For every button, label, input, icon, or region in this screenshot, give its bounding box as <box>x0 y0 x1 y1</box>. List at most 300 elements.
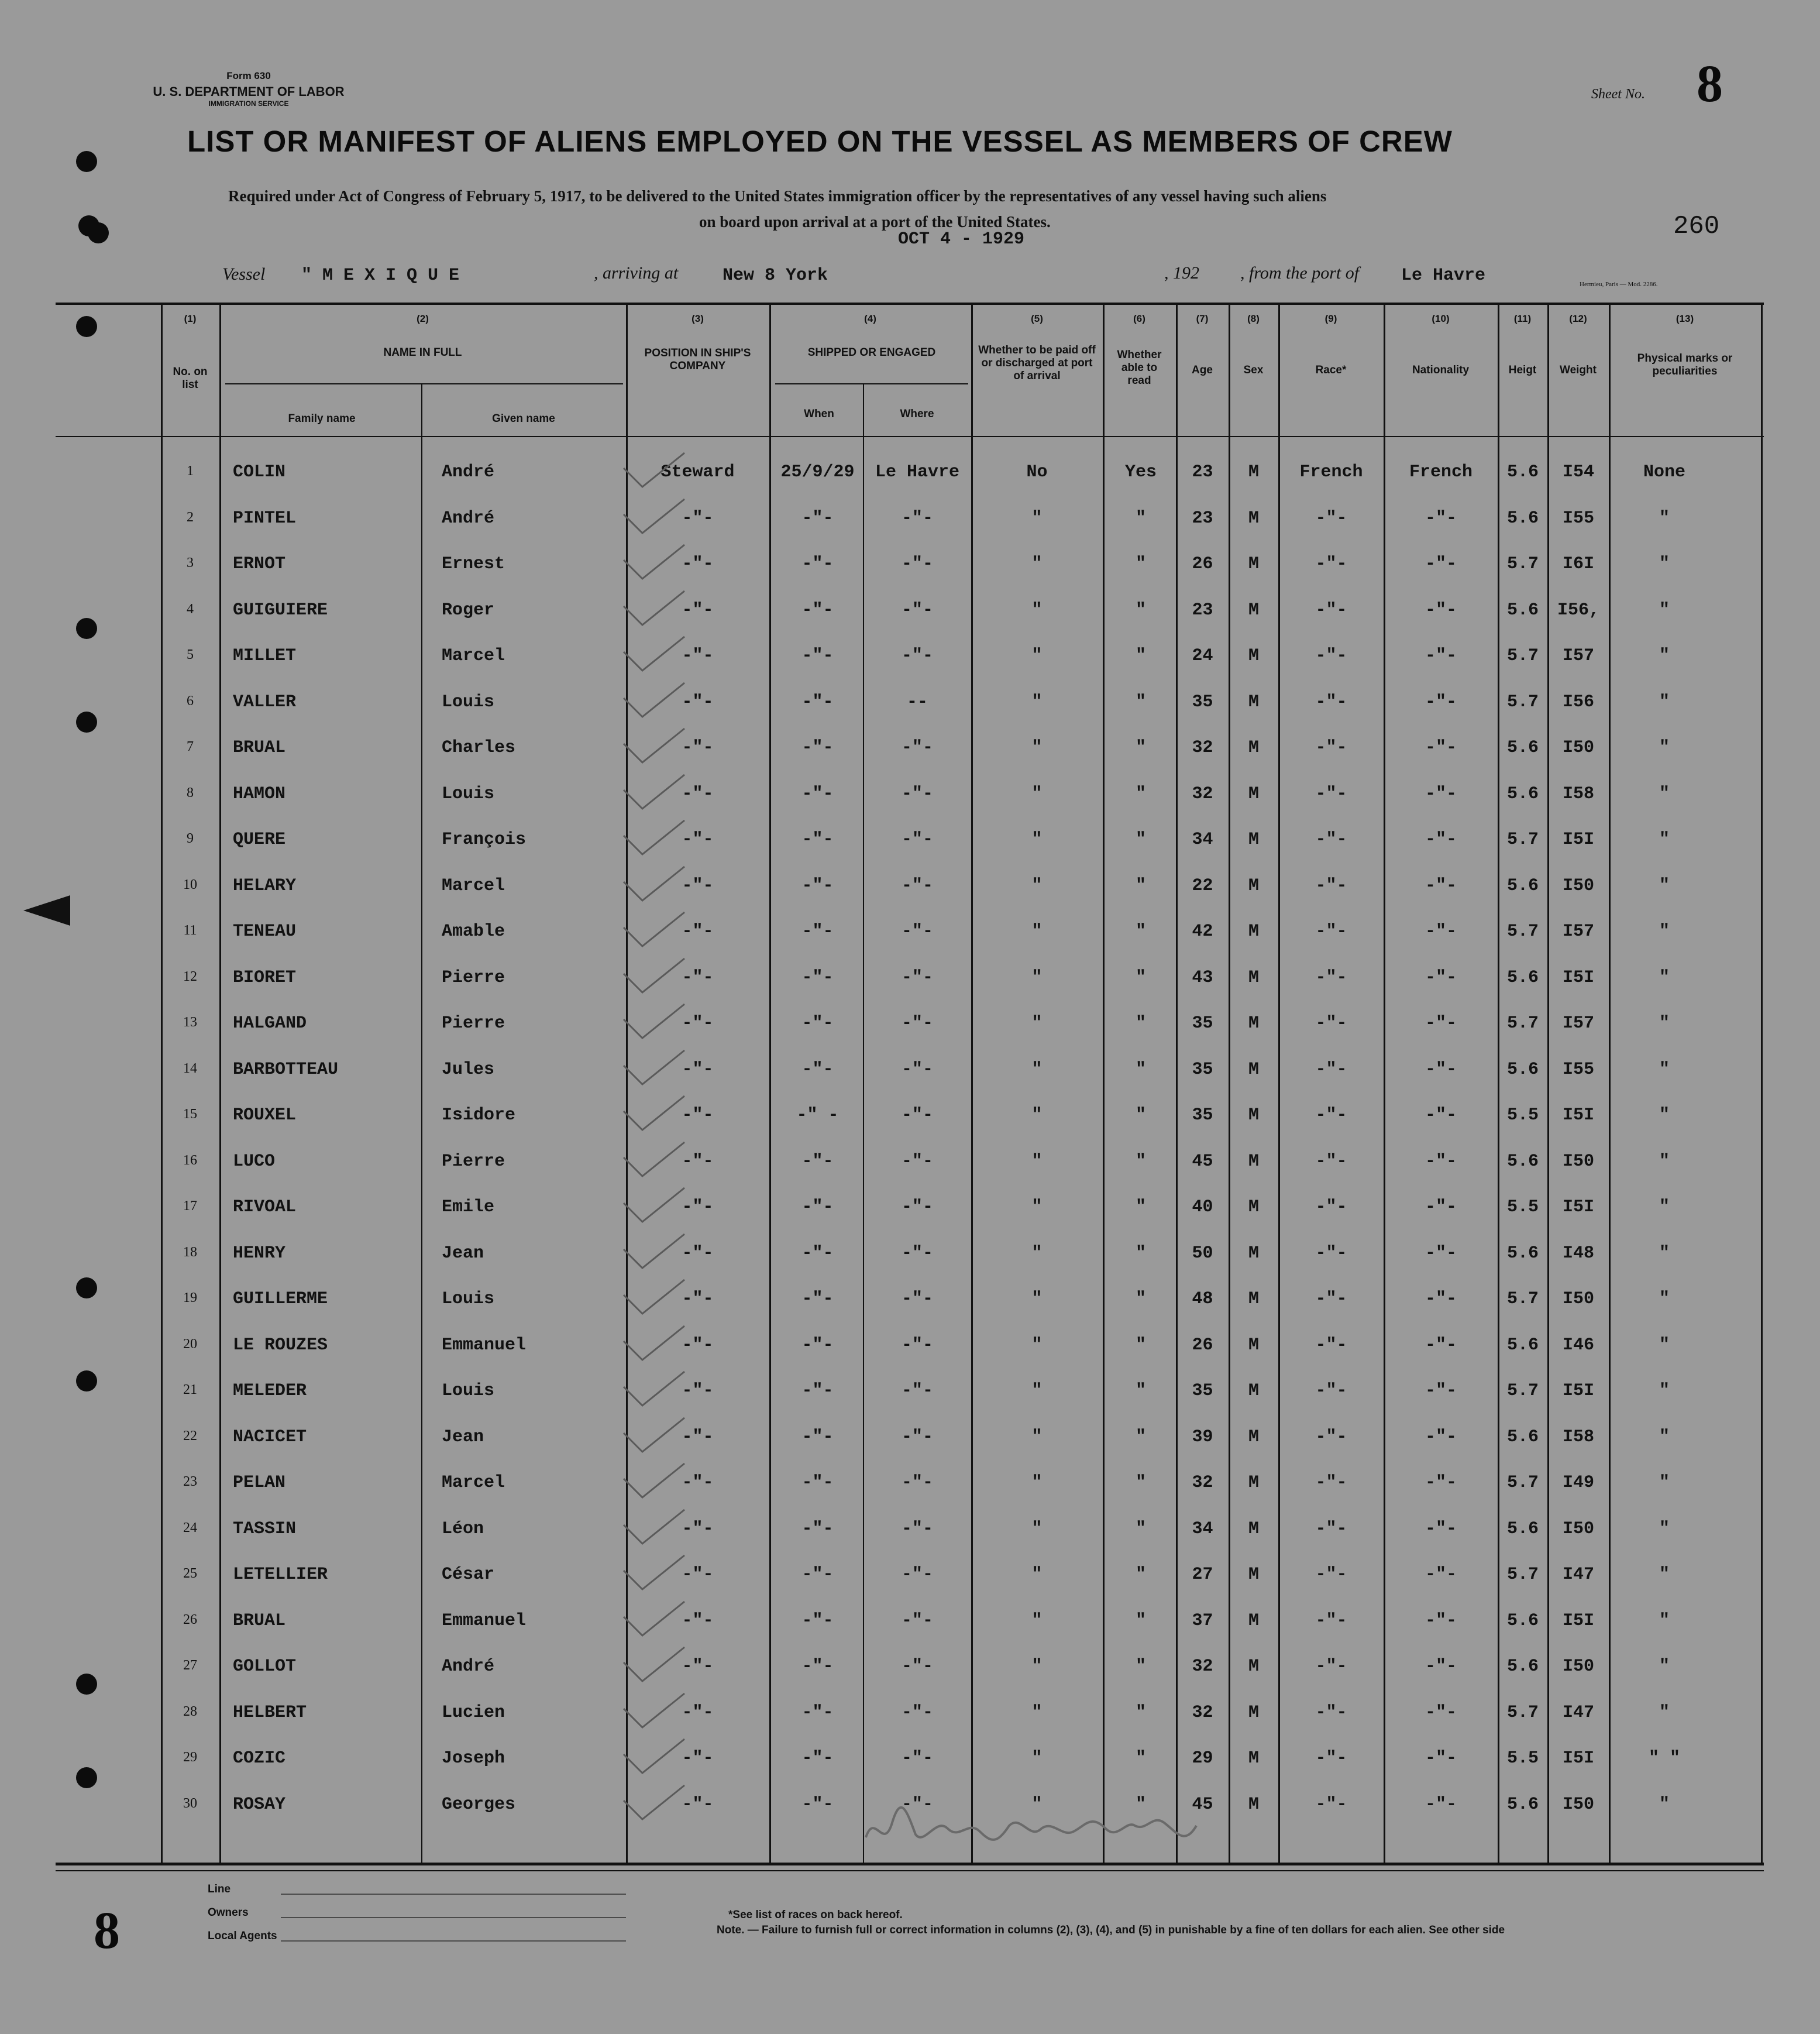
cell-sex: M <box>1248 1289 1259 1309</box>
punch-hole-icon <box>76 1370 97 1391</box>
cell-marks: " <box>1659 1197 1670 1217</box>
cell-race: -"- <box>1315 1289 1347 1309</box>
cell-height: 5.6 <box>1506 738 1539 758</box>
row-number: 4 <box>187 602 194 617</box>
cell-paid: " <box>1031 876 1043 896</box>
col-divider <box>1761 304 1763 1863</box>
cell-where: -"- <box>901 1565 933 1585</box>
col-head-age: Age <box>1192 364 1213 376</box>
cell-when: -"- <box>801 1152 834 1171</box>
cell-nationality: -"- <box>1425 1795 1457 1815</box>
cell-where: -- <box>906 692 928 712</box>
cell-age: 50 <box>1192 1243 1213 1263</box>
cell-family: COZIC <box>233 1748 286 1768</box>
cell-when: 25/9/29 <box>780 462 855 482</box>
cell-position: -"- <box>682 968 714 988</box>
cell-position: -"- <box>682 738 714 758</box>
cell-position: -"- <box>682 554 714 574</box>
cell-family: QUERE <box>233 830 286 850</box>
cell-position: -"- <box>682 922 714 942</box>
cell-where: -"- <box>901 1657 933 1676</box>
cell-height: 5.6 <box>1506 784 1539 804</box>
col-head-paid-off: Whether to be paid off or discharged at port of arrival <box>978 344 1096 382</box>
cell-family: LUCO <box>233 1152 276 1171</box>
cell-nationality: -"- <box>1425 1748 1457 1768</box>
cell-sex: M <box>1248 830 1259 850</box>
row-number: 27 <box>183 1658 197 1673</box>
cell-read: " <box>1135 692 1146 712</box>
row-number: 15 <box>183 1107 197 1122</box>
cell-age: 37 <box>1192 1611 1213 1631</box>
cell-when: -"- <box>801 1381 834 1401</box>
cell-where: -"- <box>901 784 933 804</box>
check-mark-icon <box>619 772 689 813</box>
cell-weight: I57 <box>1562 1013 1594 1033</box>
cell-read: " <box>1135 1427 1146 1447</box>
cell-position: -"- <box>682 600 714 620</box>
cell-paid: " <box>1031 508 1043 528</box>
cell-read: " <box>1135 508 1146 528</box>
cell-paid: " <box>1031 784 1043 804</box>
check-mark-icon <box>619 1186 689 1226</box>
arriving-label: , arriving at <box>594 263 679 283</box>
cell-height: 5.6 <box>1506 508 1539 528</box>
cell-height: 5.6 <box>1506 1519 1539 1539</box>
cell-weight: I58 <box>1562 1427 1594 1447</box>
cell-read: " <box>1135 1060 1146 1080</box>
cell-sex: M <box>1248 1013 1259 1033</box>
cell-where: -"- <box>901 738 933 758</box>
cell-position: -"- <box>682 1152 714 1171</box>
col-head-weight: Weight <box>1560 364 1597 376</box>
cell-given: Marcel <box>442 646 505 666</box>
cell-height: 5.6 <box>1506 876 1539 896</box>
cell-sex: M <box>1248 968 1259 988</box>
sheet-number: 8 <box>1697 55 1723 113</box>
check-mark-icon <box>619 726 689 767</box>
cell-race: -"- <box>1315 554 1347 574</box>
row-number: 2 <box>187 510 194 525</box>
cell-when: -"- <box>801 1748 834 1768</box>
cell-given: Léon <box>442 1519 484 1539</box>
cell-weight: I6I <box>1562 554 1594 574</box>
cell-nationality: -"- <box>1425 508 1457 528</box>
cell-race: French <box>1299 462 1363 482</box>
cell-where: -"- <box>901 1381 933 1401</box>
cell-position: -"- <box>682 508 714 528</box>
cell-read: " <box>1135 1473 1146 1493</box>
cell-age: 45 <box>1192 1795 1213 1815</box>
cell-race: -"- <box>1315 1105 1347 1125</box>
cell-given: Marcel <box>442 1473 505 1493</box>
cell-given: Emile <box>442 1197 495 1217</box>
cell-nationality: -"- <box>1425 1197 1457 1217</box>
cell-height: 5.7 <box>1506 1013 1539 1033</box>
cell-given: Louis <box>442 1381 495 1401</box>
cell-where: -"- <box>901 922 933 942</box>
row-number: 3 <box>187 555 194 571</box>
col-head-given: Given name <box>492 413 555 425</box>
cell-family: HELARY <box>233 876 297 896</box>
cell-weight: I50 <box>1562 738 1594 758</box>
check-mark-icon <box>619 1369 689 1410</box>
row-number: 7 <box>187 739 194 754</box>
cell-position: -"- <box>682 1703 714 1723</box>
cell-position: -"- <box>682 1060 714 1080</box>
cell-when: -"- <box>801 830 834 850</box>
cell-read: " <box>1135 738 1146 758</box>
cell-where: -"- <box>901 508 933 528</box>
cell-where: -"- <box>901 1703 933 1723</box>
cell-where: -"- <box>901 968 933 988</box>
cell-paid: " <box>1031 600 1043 620</box>
cell-family: ROSAY <box>233 1795 286 1815</box>
form-number: Form 630 <box>226 70 271 81</box>
cell-race: -"- <box>1315 876 1347 896</box>
cell-read: " <box>1135 1243 1146 1263</box>
punch-hole-icon <box>76 316 97 337</box>
cell-sex: M <box>1248 1611 1259 1631</box>
cell-given: Emmanuel <box>442 1611 527 1631</box>
punch-hole-icon <box>76 1674 97 1695</box>
cell-read: " <box>1135 1703 1146 1723</box>
cell-read: " <box>1135 1381 1146 1401</box>
cell-paid: " <box>1031 1703 1043 1723</box>
cell-height: 5.7 <box>1506 1703 1539 1723</box>
cell-read: " <box>1135 1519 1146 1539</box>
cell-height: 5.7 <box>1506 1381 1539 1401</box>
cell-sex: M <box>1248 1703 1259 1723</box>
cell-nationality: -"- <box>1425 1335 1457 1355</box>
cell-paid: " <box>1031 830 1043 850</box>
cell-where: -"- <box>901 1060 933 1080</box>
cell-read: " <box>1135 1152 1146 1171</box>
cell-position: -"- <box>682 1243 714 1263</box>
check-mark-icon <box>619 1553 689 1594</box>
col-divider <box>219 304 221 1863</box>
cell-read: " <box>1135 1197 1146 1217</box>
cell-marks: " <box>1659 1381 1670 1401</box>
cell-nationality: -"- <box>1425 1289 1457 1309</box>
cell-when: -"- <box>801 646 834 666</box>
cell-race: -"- <box>1315 1519 1347 1539</box>
cell-sex: M <box>1248 1427 1259 1447</box>
cell-read: " <box>1135 876 1146 896</box>
header-bottom-rule <box>56 436 1764 437</box>
cell-sex: M <box>1248 876 1259 896</box>
cell-marks: " <box>1659 600 1670 620</box>
cell-family: BARBOTTEAU <box>233 1060 339 1080</box>
cell-age: 32 <box>1192 738 1213 758</box>
cell-given: Georges <box>442 1795 516 1815</box>
check-mark-icon <box>619 910 689 951</box>
cell-position: Steward <box>660 462 735 482</box>
cell-read: " <box>1135 1657 1146 1676</box>
cell-height: 5.7 <box>1506 1565 1539 1585</box>
cell-marks: " <box>1659 922 1670 942</box>
cell-nationality: -"- <box>1425 1060 1457 1080</box>
cell-height: 5.6 <box>1506 1335 1539 1355</box>
cell-marks: " <box>1659 876 1670 896</box>
cell-age: 35 <box>1192 1105 1213 1125</box>
cell-nationality: -"- <box>1425 1381 1457 1401</box>
cell-height: 5.6 <box>1506 1152 1539 1171</box>
cell-when: -"- <box>801 1473 834 1493</box>
cell-age: 35 <box>1192 1013 1213 1033</box>
check-mark-icon <box>619 1094 689 1135</box>
cell-age: 26 <box>1192 1335 1213 1355</box>
subtitle-line-2: on board upon arrival at a port of the United States. <box>699 213 1051 231</box>
cell-when: -"- <box>801 738 834 758</box>
cell-when: -"- <box>801 1289 834 1309</box>
cell-paid: " <box>1031 554 1043 574</box>
cell-marks: " <box>1659 1105 1670 1125</box>
vessel-label: Vessel <box>222 264 266 284</box>
cell-given: André <box>442 1657 495 1676</box>
cell-age: 48 <box>1192 1289 1213 1309</box>
cell-where: -"- <box>901 1473 933 1493</box>
cell-given: Roger <box>442 600 495 620</box>
punch-hole-icon <box>76 712 97 733</box>
cell-sex: M <box>1248 922 1259 942</box>
service-name: IMMIGRATION SERVICE <box>208 99 289 108</box>
cell-position: -"- <box>682 1381 714 1401</box>
check-mark-icon <box>619 1232 689 1273</box>
cell-age: 27 <box>1192 1565 1213 1585</box>
cell-position: -"- <box>682 784 714 804</box>
cell-sex: M <box>1248 1105 1259 1125</box>
cell-marks: " <box>1659 968 1670 988</box>
cell-marks: " <box>1659 784 1670 804</box>
cell-paid: " <box>1031 1657 1043 1676</box>
row-number: 13 <box>183 1015 197 1030</box>
cell-race: -"- <box>1315 1243 1347 1263</box>
col-divider <box>863 383 864 1863</box>
punch-hole-icon <box>76 618 97 639</box>
cell-weight: I5I <box>1562 968 1594 988</box>
from-port: Le Havre <box>1401 266 1486 286</box>
cell-read: " <box>1135 646 1146 666</box>
cell-sex: M <box>1248 1152 1259 1171</box>
cell-race: -"- <box>1315 784 1347 804</box>
cell-height: 5.6 <box>1506 1611 1539 1631</box>
row-number: 5 <box>187 647 194 662</box>
cell-height: 5.7 <box>1506 830 1539 850</box>
cell-race: -"- <box>1315 922 1347 942</box>
cell-paid: " <box>1031 1795 1043 1815</box>
signature-icon <box>860 1796 1229 1861</box>
col-head-no: No. on list <box>173 366 208 391</box>
cell-age: 23 <box>1192 462 1213 482</box>
punch-hole-icon <box>88 222 109 243</box>
cell-race: -"- <box>1315 1657 1347 1676</box>
cell-read: " <box>1135 554 1146 574</box>
cell-age: 32 <box>1192 1657 1213 1676</box>
cell-given: Charles <box>442 738 516 758</box>
cell-nationality: -"- <box>1425 692 1457 712</box>
cell-given: André <box>442 462 495 482</box>
row-number: 10 <box>183 877 197 892</box>
col-divider <box>161 304 163 1863</box>
col-divider <box>1609 304 1611 1863</box>
check-mark-icon <box>619 1324 689 1365</box>
cell-sex: M <box>1248 1473 1259 1493</box>
row-number: 20 <box>183 1336 197 1352</box>
col-head-sex: Sex <box>1243 364 1264 376</box>
cell-marks: " <box>1659 1657 1670 1676</box>
col-num-5: (5) <box>1031 313 1043 324</box>
cell-marks: " <box>1659 692 1670 712</box>
cell-given: Emmanuel <box>442 1335 527 1355</box>
cell-height: 5.5 <box>1506 1105 1539 1125</box>
cell-height: 5.6 <box>1506 600 1539 620</box>
cell-nationality: -"- <box>1425 1243 1457 1263</box>
cell-position: -"- <box>682 1105 714 1125</box>
cell-when: -"- <box>801 692 834 712</box>
row-number: 14 <box>183 1061 197 1076</box>
cell-marks: " <box>1659 508 1670 528</box>
col-num-4: (4) <box>864 313 876 324</box>
cell-given: Ernest <box>442 554 505 574</box>
cell-family: BRUAL <box>233 1611 286 1631</box>
department-name: U. S. DEPARTMENT OF LABOR <box>153 84 345 99</box>
cell-when: -"- <box>801 1335 834 1355</box>
cell-when: -"- <box>801 1795 834 1815</box>
row-number: 17 <box>183 1198 197 1214</box>
cell-sex: M <box>1248 1243 1259 1263</box>
col-head-shipped: SHIPPED OR ENGAGED <box>807 346 936 359</box>
cell-age: 23 <box>1192 508 1213 528</box>
arriving-port: New 8 York <box>723 266 828 286</box>
cell-sex: M <box>1248 738 1259 758</box>
cell-age: 35 <box>1192 1060 1213 1080</box>
vessel-name: " M E X I Q U E <box>301 266 460 286</box>
check-mark-icon <box>619 1507 689 1548</box>
cell-where: Le Havre <box>875 462 960 482</box>
cell-age: 45 <box>1192 1152 1213 1171</box>
cell-position: -"- <box>682 830 714 850</box>
cell-weight: I50 <box>1562 1152 1594 1171</box>
cell-weight: I5I <box>1562 1105 1594 1125</box>
cell-when: -"- <box>801 1013 834 1033</box>
cell-paid: " <box>1031 1060 1043 1080</box>
footer-owners-field <box>281 1917 626 1918</box>
check-mark-icon <box>619 1277 689 1318</box>
punch-hole-icon <box>76 1767 97 1788</box>
cell-family: NACICET <box>233 1427 307 1447</box>
punch-hole-icon <box>76 151 97 172</box>
printer-mark: Hermieu, Paris — Mod. 2286. <box>1580 281 1658 288</box>
cell-height: 5.6 <box>1506 1657 1539 1676</box>
cell-given: Louis <box>442 784 495 804</box>
cell-read: " <box>1135 1013 1146 1033</box>
row-number: 8 <box>187 785 194 800</box>
cell-paid: " <box>1031 1243 1043 1263</box>
cell-height: 5.6 <box>1506 1795 1539 1815</box>
penalty-note: Note. — Failure to furnish full or correct information in columns (2), (3), (4), and (5) in punishable by a fine of ten dollars for each alien. See other side <box>717 1924 1505 1936</box>
cell-height: 5.6 <box>1506 1060 1539 1080</box>
cell-age: 32 <box>1192 1473 1213 1493</box>
cell-race: -"- <box>1315 1565 1347 1585</box>
shipped-subheader-rule <box>775 383 968 384</box>
cell-family: BIORET <box>233 968 297 988</box>
cell-when: -"- <box>801 1243 834 1263</box>
row-number: 1 <box>187 463 194 479</box>
cell-sex: M <box>1248 1519 1259 1539</box>
cell-nationality: French <box>1409 462 1473 482</box>
cell-height: 5.6 <box>1506 1427 1539 1447</box>
cell-age: 29 <box>1192 1748 1213 1768</box>
col-head-when: When <box>804 408 834 420</box>
cell-when: -"- <box>801 1657 834 1676</box>
footer-owners-label: Owners <box>208 1906 249 1919</box>
cell-height: 5.5 <box>1506 1197 1539 1217</box>
cell-weight: I48 <box>1562 1243 1594 1263</box>
cell-race: -"- <box>1315 1060 1347 1080</box>
cell-position: -"- <box>682 1748 714 1768</box>
cell-nationality: -"- <box>1425 922 1457 942</box>
cell-where: -"- <box>901 1197 933 1217</box>
cell-family: COLIN <box>233 462 286 482</box>
cell-weight: I46 <box>1562 1335 1594 1355</box>
cell-family: ERNOT <box>233 554 286 574</box>
row-number: 16 <box>183 1153 197 1168</box>
cell-family: HENRY <box>233 1243 286 1263</box>
cell-paid: " <box>1031 1427 1043 1447</box>
check-mark-icon <box>619 956 689 997</box>
row-number: 28 <box>183 1704 197 1719</box>
cell-weight: I47 <box>1562 1703 1594 1723</box>
check-mark-icon <box>619 1737 689 1778</box>
cell-where: -"- <box>901 600 933 620</box>
race-footnote: *See list of races on back hereof. <box>728 1909 903 1921</box>
cell-age: 42 <box>1192 922 1213 942</box>
check-mark-icon <box>619 864 689 905</box>
cell-where: -"- <box>901 1152 933 1171</box>
cell-paid: " <box>1031 1611 1043 1631</box>
cell-race: -"- <box>1315 738 1347 758</box>
cell-where: -"- <box>901 1748 933 1768</box>
cell-family: TASSIN <box>233 1519 297 1539</box>
cell-marks: " <box>1659 646 1670 666</box>
cell-age: 23 <box>1192 600 1213 620</box>
cell-family: RIVOAL <box>233 1197 297 1217</box>
col-num-12: (12) <box>1569 313 1587 324</box>
cell-paid: " <box>1031 968 1043 988</box>
cell-age: 26 <box>1192 554 1213 574</box>
cell-read: " <box>1135 1748 1146 1768</box>
cell-paid: " <box>1031 1152 1043 1171</box>
cell-family: GUILLERME <box>233 1289 328 1309</box>
cell-sex: M <box>1248 600 1259 620</box>
col-head-family: Family name <box>288 413 356 425</box>
cell-marks: " <box>1659 1565 1670 1585</box>
cell-read: " <box>1135 830 1146 850</box>
cell-nationality: -"- <box>1425 1427 1457 1447</box>
check-mark-icon <box>619 1002 689 1043</box>
cell-age: 34 <box>1192 830 1213 850</box>
cell-when: -"- <box>801 600 834 620</box>
cell-height: 5.7 <box>1506 554 1539 574</box>
cell-weight: I54 <box>1562 462 1594 482</box>
col-divider <box>769 304 771 1863</box>
check-mark-icon <box>619 1691 689 1732</box>
cell-race: -"- <box>1315 1152 1347 1171</box>
row-number: 26 <box>183 1612 197 1627</box>
cell-marks: " <box>1659 1060 1670 1080</box>
cell-given: Pierre <box>442 1013 505 1033</box>
cell-age: 22 <box>1192 876 1213 896</box>
